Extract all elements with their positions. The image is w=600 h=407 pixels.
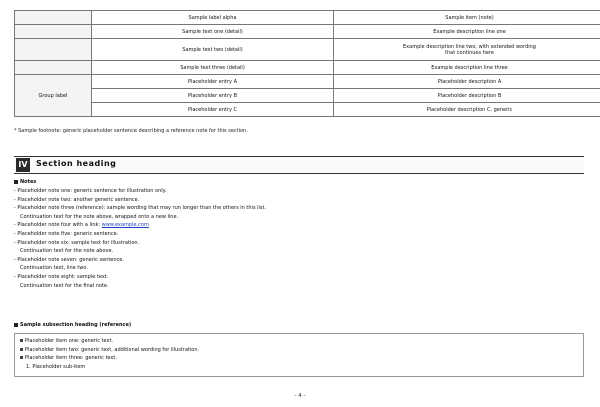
- subsection-heading-text: Sample subsection heading (reference): [20, 322, 132, 328]
- list-item: - Placeholder note six: sample text for illustration.: [14, 239, 140, 246]
- list-item: - Placeholder note eight: sample text.: [14, 273, 109, 280]
- list-item: Continuation text for the note above, wrapped onto a new line.: [20, 213, 179, 220]
- table-row: [15, 103, 600, 117]
- notes-heading-text: Notes: [20, 179, 37, 185]
- bullet-icon: [20, 348, 23, 351]
- table-footnote: * Sample footnote: generic placeholder sentence describing a reference note for this section.: [14, 128, 248, 134]
- list-item: - Placeholder note two: another generic sentence.: [14, 196, 140, 203]
- table-cell: Sample text two (detail): [92, 39, 334, 61]
- table-cell: Sample item (note): [334, 11, 600, 25]
- section-header: [14, 156, 584, 174]
- documents-table: [14, 10, 600, 117]
- table-cell: Placeholder entry A: [92, 75, 334, 89]
- list-item: 1. Placeholder sub-item: [26, 363, 86, 370]
- table-row: [15, 61, 600, 75]
- list-item-text: Placeholder item three: generic text.: [25, 355, 117, 362]
- list-item: - Placeholder note one: generic sentence for illustration only.: [14, 188, 167, 194]
- list-item-text: Placeholder item two: generic text, additional wording for illustration.: [25, 346, 200, 353]
- list-item-text: - Placeholder note four with a link:: [14, 222, 101, 229]
- subsection-heading: [14, 322, 131, 328]
- table-cell: Placeholder description A: [334, 75, 600, 89]
- list-item: Continuation text for the note above.: [20, 248, 114, 255]
- table-cell: Sample label alpha: [92, 11, 334, 25]
- bullet-icon: [20, 339, 23, 342]
- table-cell: [15, 61, 92, 75]
- table-row: [15, 75, 600, 89]
- table-row: [15, 39, 600, 61]
- list-item: [14, 221, 586, 230]
- list-item-text: Placeholder item one: generic text.: [25, 338, 114, 344]
- list-item: Continuation text, line two.: [20, 265, 88, 272]
- table-cell: Example description line one: [334, 25, 600, 39]
- section-number: IV: [16, 158, 30, 172]
- group-label-cell: Group label: [15, 75, 92, 117]
- info-box-list: [20, 337, 578, 371]
- info-box: [14, 333, 584, 377]
- page-number: - 4 -: [294, 393, 306, 399]
- table-cell: Example description line three: [334, 61, 600, 75]
- list-item: - Placeholder note five: generic sentence.: [14, 230, 119, 237]
- notes-list: [14, 187, 586, 290]
- table-cell: Placeholder description B: [334, 89, 600, 103]
- table-cell: Sample text one (detail): [92, 25, 334, 39]
- table-row: [15, 89, 600, 103]
- list-item: [20, 354, 578, 363]
- table-cell: Placeholder description C, generic: [334, 103, 600, 117]
- section-title: Section heading: [36, 159, 117, 168]
- table-row: [15, 11, 600, 25]
- reference-link[interactable]: www.example.com: [101, 222, 149, 229]
- table-cell: Sample text three (detail): [92, 61, 334, 75]
- list-item: - Placeholder note seven: generic sentence.: [14, 256, 124, 263]
- bullet-icon: [20, 356, 23, 359]
- square-bullet-icon: [14, 323, 18, 327]
- table-cell: [15, 25, 92, 39]
- list-item: [20, 346, 578, 355]
- table-cell: [15, 11, 92, 25]
- notes-heading: [14, 179, 36, 185]
- table-cell: Placeholder entry C: [92, 103, 334, 117]
- square-bullet-icon: [14, 180, 18, 184]
- list-item: [20, 337, 578, 346]
- table-row: [15, 25, 600, 39]
- list-item: Continuation text for the final note.: [20, 282, 109, 289]
- list-item: - Placeholder note three (reference): sample wording that may run longer than the others in this list.: [14, 205, 267, 212]
- table-cell: Example description line two, with extended wording that continues here: [334, 39, 600, 61]
- table-cell: Placeholder entry B: [92, 89, 334, 103]
- table-cell: [15, 39, 92, 61]
